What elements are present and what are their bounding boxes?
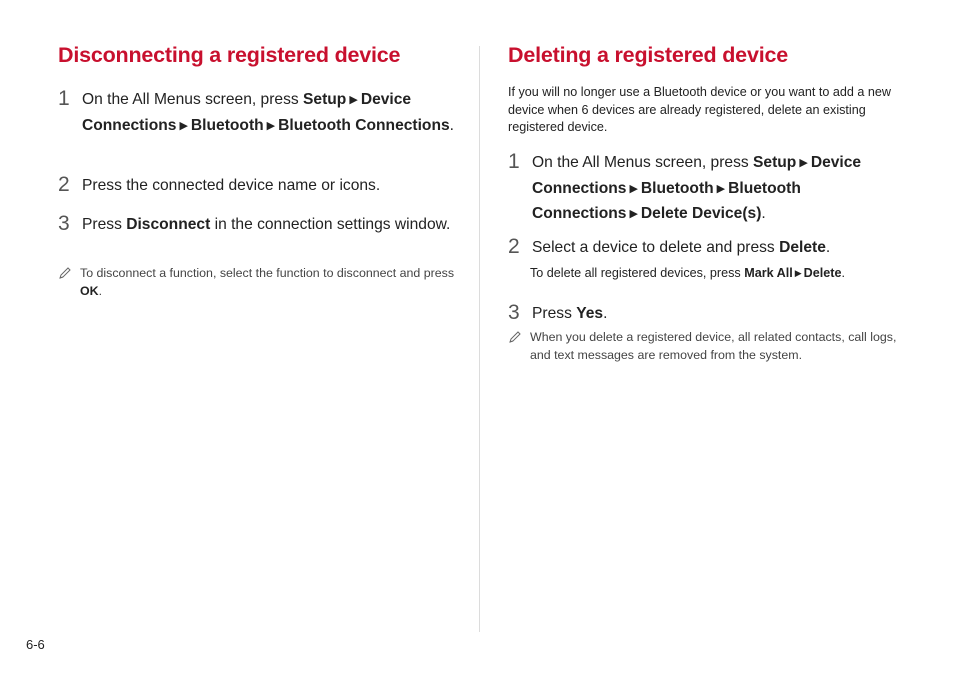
arrow-right-icon: ▶: [716, 182, 726, 195]
step-text: On the All Menus screen, press Setup ▶ Device Connections ▶ Bluetooth ▶ Bluetooth Connections ▶ Delete Device(s).: [532, 154, 862, 222]
arrow-right-icon: ▶: [629, 182, 638, 195]
note-text: When you delete a registered device, all related contacts, call logs, and text messages are removed from the system.: [530, 330, 897, 362]
arrow-right-icon: ▶: [794, 268, 802, 278]
arrow-right-icon: ▶: [179, 119, 188, 132]
arrow-right-icon: ▶: [266, 119, 276, 132]
step-number: 2: [508, 235, 520, 258]
step-text: Select a device to delete and press Delete.: [532, 239, 831, 256]
step-2: [508, 236, 908, 260]
step-3: [508, 302, 908, 326]
note: [58, 265, 458, 300]
step-1: [58, 88, 458, 139]
pencil-note-icon: [508, 330, 522, 344]
step-text: Press the connected device name or icons.: [82, 177, 381, 194]
pencil-note-icon: [58, 266, 72, 280]
column-divider: [479, 46, 480, 632]
arrow-right-icon: ▶: [799, 157, 808, 169]
step-3: [58, 213, 458, 237]
step-2-detail: To delete all registered devices, press Mark All ▶ Delete.: [530, 266, 845, 280]
step-number: 1: [508, 150, 520, 173]
arrow-right-icon: ▶: [349, 94, 358, 106]
step-2: [58, 174, 458, 198]
step-text: On the All Menus screen, press Setup ▶ Device Connections ▶ Bluetooth ▶ Bluetooth Connections.: [82, 91, 455, 134]
step-text: Press Yes.: [532, 305, 608, 322]
intro-paragraph: If you will no longer use a Bluetooth device or you want to add a new device when 6 devices are already registered, delete an existing registered device.: [508, 85, 891, 134]
step-number: 2: [58, 173, 70, 196]
step-number: 3: [58, 212, 70, 235]
step-number: 3: [508, 301, 520, 324]
section-title: Deleting a registered device: [508, 43, 788, 67]
note: [508, 329, 908, 364]
step-text: Press Disconnect in the connection settings window.: [82, 216, 451, 233]
section-title: Disconnecting a registered device: [58, 43, 401, 67]
step-number: 1: [58, 87, 70, 110]
step-1: [508, 151, 908, 228]
page-number: 6-6: [26, 637, 45, 652]
arrow-right-icon: ▶: [629, 208, 638, 220]
note-text: To disconnect a function, select the function to disconnect and press OK.: [80, 266, 455, 298]
